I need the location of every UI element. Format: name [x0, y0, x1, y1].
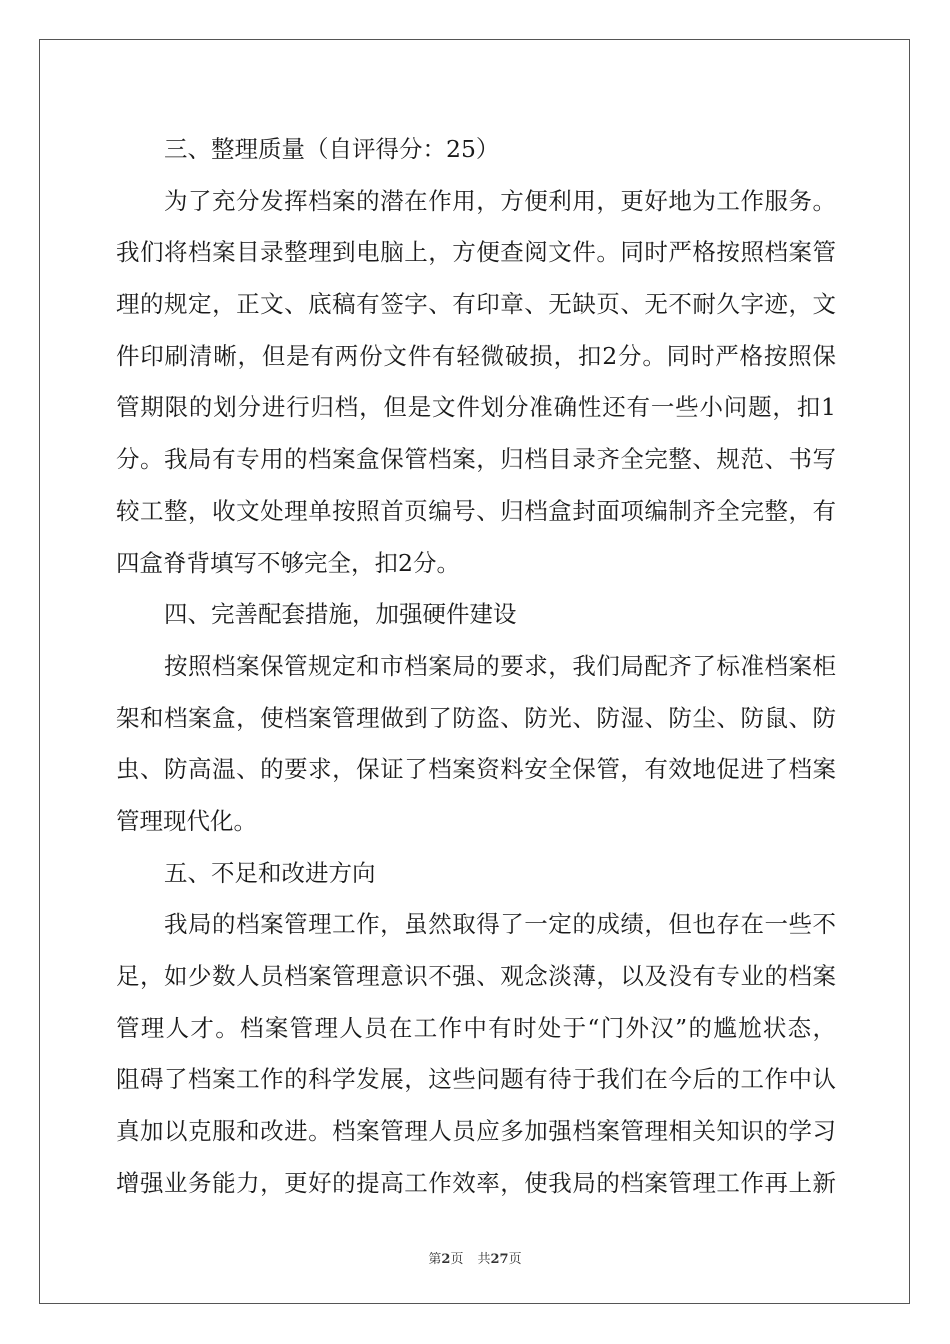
current-page-number: 2 — [441, 1252, 451, 1267]
footer-total-suffix: 页 — [508, 1252, 522, 1267]
footer-page-suffix: 页 — [450, 1252, 464, 1267]
paragraph-line: 增强业务能力，更好的提高工作效率，使我局的档案管理工作再上新 — [116, 1168, 836, 1197]
paragraph-line: 理的规定，正文、底稿有签字、有印章、无缺页、无不耐久字迹，文 — [116, 290, 836, 319]
paragraph-line: 四盒脊背填写不够完全，扣2分。 — [116, 548, 460, 577]
section-heading-quality: 三、整理质量（自评得分：25） — [164, 135, 500, 163]
paragraph-line: 分。我局有专用的档案盒保管档案，归档目录齐全完整、规范、书写 — [116, 445, 836, 474]
section-heading-measures: 四、完善配套措施，加强硬件建设 — [164, 600, 517, 629]
paragraph-line: 足，如少数人员档案管理意识不强、观念淡薄，以及没有专业的档案 — [116, 962, 836, 990]
paragraph-line: 架和档案盒，使档案管理做到了防盗、防光、防湿、防尘、防鼠、防 — [116, 703, 836, 732]
paragraph-line: 我们将档案目录整理到电脑上，方便查阅文件。同时严格按照档案管 — [116, 238, 836, 267]
paragraph-line: 阻碍了档案工作的科学发展，这些问题有待于我们在今后的工作中认 — [116, 1065, 836, 1094]
document-body — [116, 124, 836, 1209]
paragraph-line: 管期限的划分进行归档，但是文件划分准确性还有一些小问题，扣1 — [116, 393, 836, 422]
paragraph-line: 件印刷清晰，但是有两份文件有轻微破损，扣2分。同时严格按照保 — [116, 341, 836, 370]
footer-total-prefix: 共 — [477, 1252, 491, 1267]
paragraph-line: 虫、防高温、的要求，保证了档案资料安全保管，有效地促进了档案 — [116, 755, 836, 784]
paragraph-line: 按照档案保管规定和市档案局的要求，我们局配齐了标准档案柜 — [164, 651, 836, 680]
total-page-count: 27 — [490, 1252, 509, 1267]
paragraph-line: 我局的档案管理工作，虽然取得了一定的成绩，但也存在一些不 — [164, 910, 836, 939]
footer-page-prefix: 第 — [428, 1252, 442, 1267]
section-heading-improvement: 五、不足和改进方向 — [164, 858, 376, 887]
paragraph-line: 为了充分发挥档案的潜在作用，方便利用，更好地为工作服务。 — [164, 186, 836, 215]
paragraph-line: 管理人才。档案管理人员在工作中有时处于“门外汉”的尴尬状态， — [116, 1013, 836, 1042]
paragraph-line: 真加以克服和改进。档案管理人员应多加强档案管理相关知识的学习 — [116, 1117, 836, 1146]
page-footer — [0, 1248, 950, 1267]
paragraph-line: 管理现代化。 — [116, 806, 257, 835]
paragraph-line: 较工整，收文处理单按照首页编号、归档盒封面项编制齐全完整，有 — [116, 496, 836, 525]
